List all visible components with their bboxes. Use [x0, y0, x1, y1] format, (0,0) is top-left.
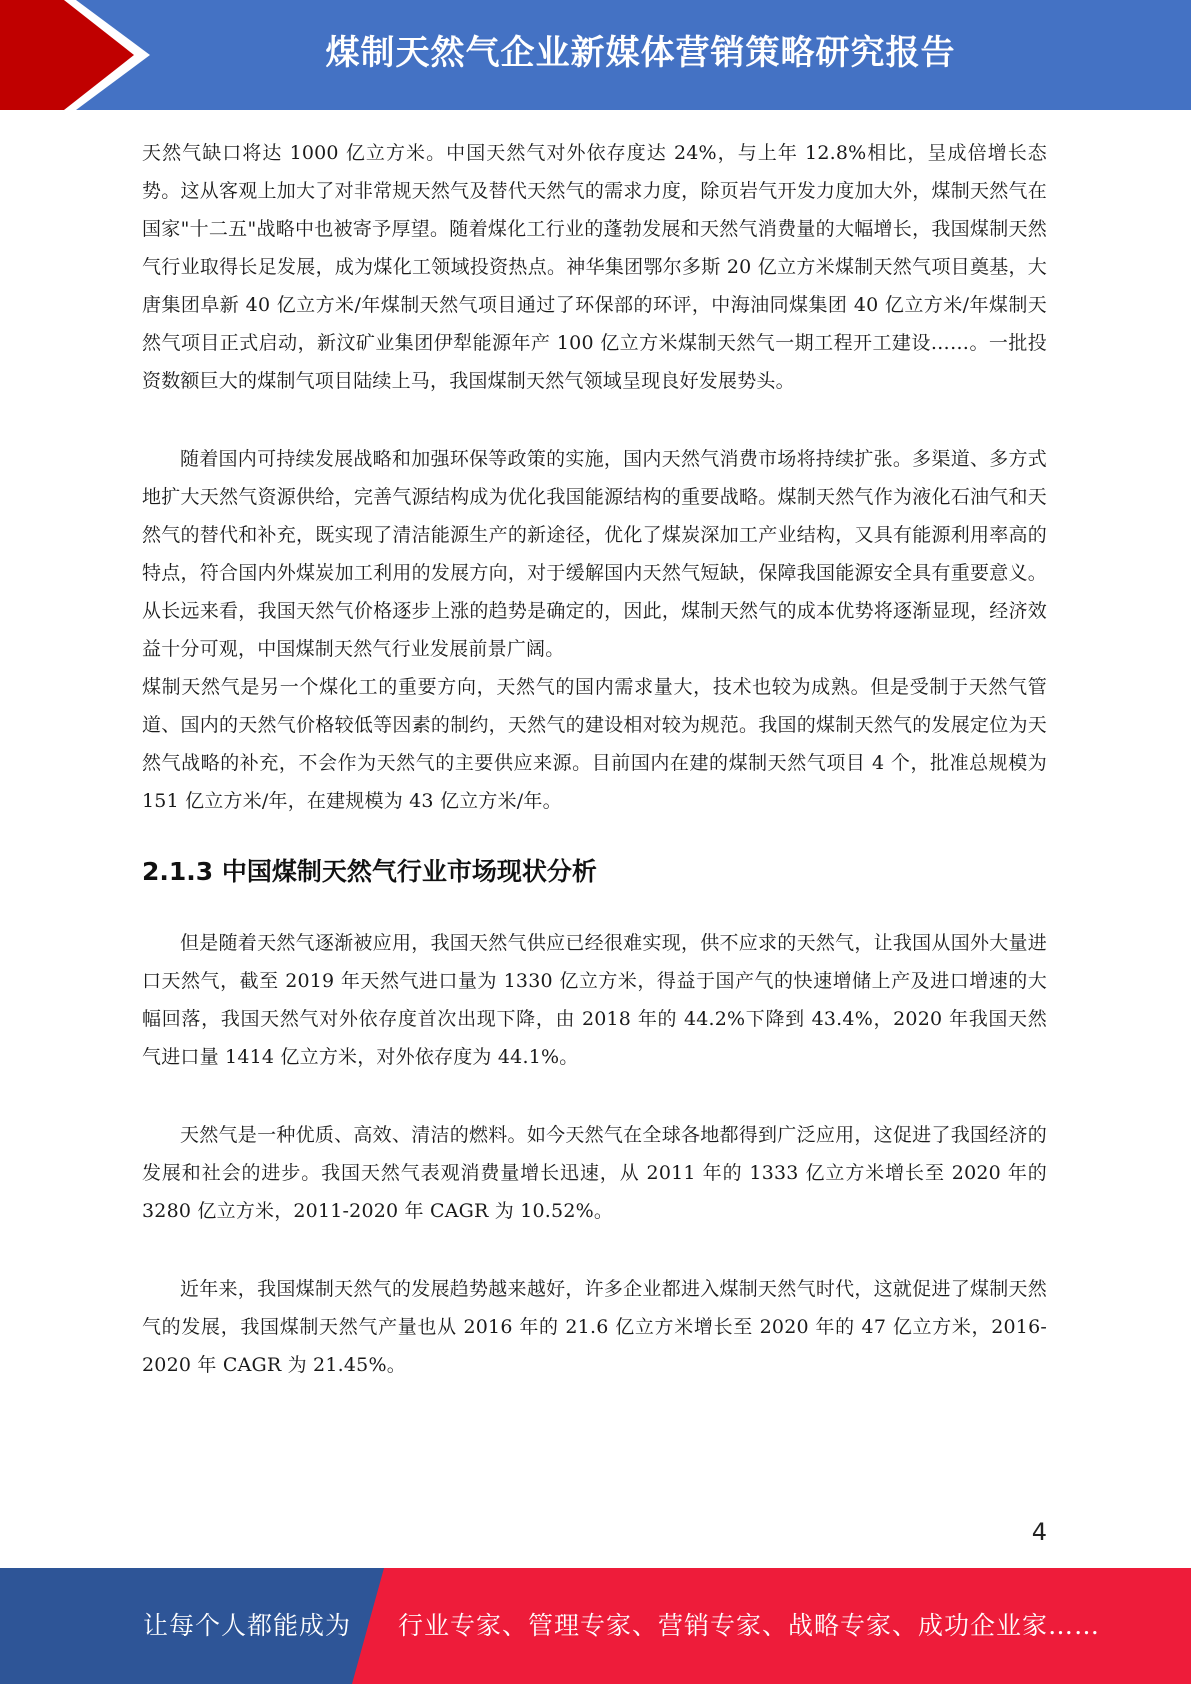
page-footer — [0, 1568, 1191, 1684]
paragraph-5: 天然气是一种优质、高效、清洁的燃料。如今天然气在全球各地都得到广泛应用，这促进了我国经济的发展和社会的进步。我国天然气表观消费量增长迅速，从 2011 年的 1333 亿立方米增长至 2020 年的 3280 亿立方米，2011-2020 年 CAGR 为 10.52%。 — [142, 1124, 1047, 1222]
document-body — [142, 134, 1047, 1384]
paragraph-2: 随着国内可持续发展战略和加强环保等政策的实施，国内天然气消费市场将持续扩张。多渠道、多方式地扩大天然气资源供给，完善气源结构成为优化我国能源结构的重要战略。煤制天然气作为液化石油气和天然气的替代和补充，既实现了清洁能源生产的新途径，优化了煤炭深加工产业结构，又具有能源利用率高的特点，符合国内外煤炭加工利用的发展方向，对于缓解国内天然气短缺，保障我国能源安全具有重要意义。从长远来看，我国天然气价格逐步上涨的趋势是确定的，因此，煤制天然气的成本优势将逐渐显现，经济效益十分可观，中国煤制天然气行业发展前景广阔。 — [142, 448, 1047, 660]
footer-slogan-right: 行业专家、管理专家、营销专家、战略专家、成功企业家…… — [398, 1611, 1101, 1640]
paragraph-4: 但是随着天然气逐渐被应用，我国天然气供应已经很难实现，供不应求的天然气，让我国从国外大量进口天然气，截至 2019 年天然气进口量为 1330 亿立方米，得益于国产气的快速增储上产及进口增速的大幅回落，我国天然气对外依存度首次出现下降，由 2018 年的 44.2%下降到 43.4%，2020 年我国天然气进口量 1414 亿立方米，对外依存度为 44.1%。 — [142, 932, 1047, 1068]
paragraph-1: 天然气缺口将达 1000 亿立方米。中国天然气对外依存度达 24%，与上年 12.8%相比，呈成倍增长态势。这从客观上加大了对非常规天然气及替代天然气的需求力度，除页岩气开发力度加大外，煤制天然气在国家"十二五"战略中也被寄予厚望。随着煤化工行业的蓬勃发展和天然气消费量的大幅增长，我国煤制天然气行业取得长足发展，成为煤化工领域投资热点。神华集团鄂尔多斯 20 亿立方米煤制天然气项目奠基，大唐集团阜新 40 亿立方米/年煤制天然气项目通过了环保部的环评，中海油同煤集团 40 亿立方米/年煤制天然气项目正式启动，新汶矿业集团伊犁能源年产 100 亿立方米煤制天然气一期工程开工建设……。一批投资数额巨大的煤制气项目陆续上马，我国煤制天然气领域呈现良好发展势头。 — [142, 142, 1047, 392]
footer-slogan-left: 让每个人都能成为 — [143, 1611, 352, 1640]
paragraph-6: 近年来，我国煤制天然气的发展趋势越来越好，许多企业都进入煤制天然气时代，这就促进了煤制天然气的发展，我国煤制天然气产量也从 2016 年的 21.6 亿立方米增长至 2020 年的 47 亿立方米，2016-2020 年 CAGR 为 21.45%。 — [142, 1278, 1047, 1376]
page-number: 4 — [1031, 1518, 1047, 1546]
header-arrow-icon — [0, 0, 150, 110]
report-title: 煤制天然气企业新媒体营销策略研究报告 — [325, 33, 956, 73]
paragraph-3: 煤制天然气是另一个煤化工的重要方向，天然气的国内需求量大，技术也较为成熟。但是受制于天然气管道、国内的天然气价格较低等因素的制约，天然气的建设相对较为规范。我国的煤制天然气的发展定位为天然气战略的补充，不会作为天然气的主要供应来源。目前国内在建的煤制天然气项目 4 个，批准总规模为 151 亿立方米/年，在建规模为 43 亿立方米/年。 — [142, 676, 1047, 812]
section-heading: 2.1.3 中国煤制天然气行业市场现状分析 — [142, 857, 597, 886]
page-header — [0, 0, 1191, 110]
